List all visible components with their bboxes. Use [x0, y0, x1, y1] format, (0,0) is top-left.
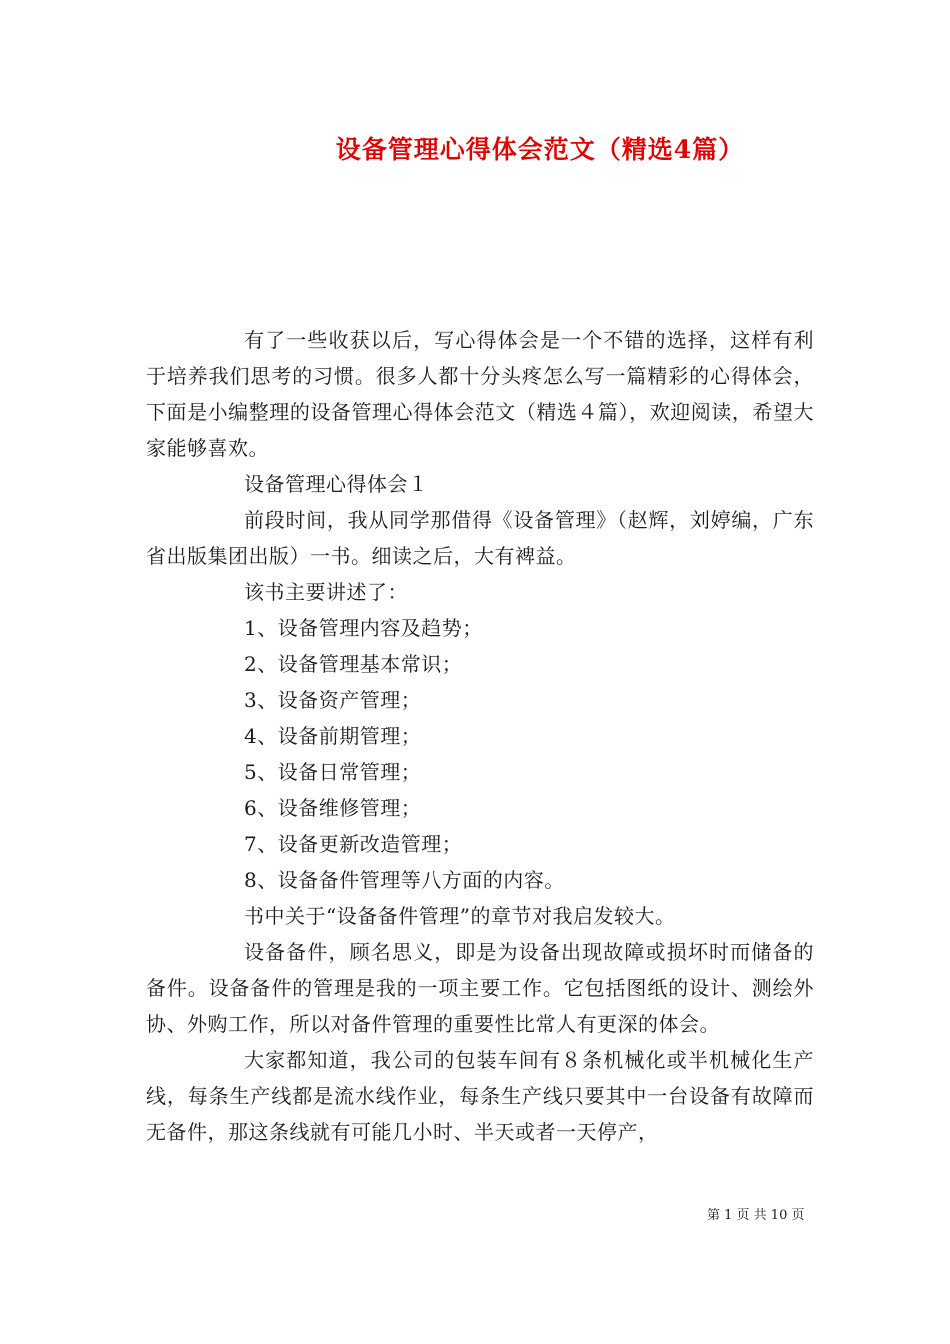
paragraph-2: 该书主要讲述了： [244, 580, 408, 604]
document-title: 设备管理心得体会范文（精选4篇） [335, 135, 745, 164]
list-item: 7、设备更新改造管理； [244, 832, 463, 856]
list-item: 1、设备管理内容及趋势； [244, 616, 483, 640]
paragraph-4: 设备备件，顾名思义，即是为设备出现故障或损坏时而储备的备件。设备备件的管理是我的一项主要工作。它包括图纸的设计、测绘外协、外购工作，所以对备件管理的重要性比常人有更深的体会。 [146, 940, 814, 1036]
list-item: 6、设备维修管理； [244, 796, 422, 820]
list-item: 5、设备日常管理； [244, 760, 422, 784]
document-body [146, 322, 814, 1150]
paragraph-1: 前段时间，我从同学那借得《设备管理》（赵辉，刘婷编，广东省出版集团出版）一书。细读之后，大有裨益。 [146, 508, 814, 568]
list-item: 4、设备前期管理； [244, 724, 422, 748]
paragraph-3: 书中关于“设备备件管理”的章节对我启发较大。 [244, 904, 676, 928]
page-footer: 第 1 页 共 10 页 [707, 1208, 805, 1223]
list-item: 8、设备备件管理等八方面的内容。 [244, 868, 565, 892]
list-item: 2、设备管理基本常识； [244, 652, 463, 676]
section-heading: 设备管理心得体会１ [244, 472, 429, 496]
paragraph-5: 大家都知道，我公司的包装车间有８条机械化或半机械化生产线，每条生产线都是流水线作业，每条生产线只要其中一台设备有故障而无备件，那这条线就有可能几小时、半天或者一天停产， [146, 1048, 814, 1144]
list-item: 3、设备资产管理； [244, 688, 422, 712]
intro-paragraph: 有了一些收获以后，写心得体会是一个不错的选择，这样有利于培养我们思考的习惯。很多人都十分头疼怎么写一篇精彩的心得体会，下面是小编整理的设备管理心得体会范文（精选４篇），欢迎阅读，希望大家能够喜欢。 [146, 328, 814, 460]
topic-list [146, 610, 814, 898]
